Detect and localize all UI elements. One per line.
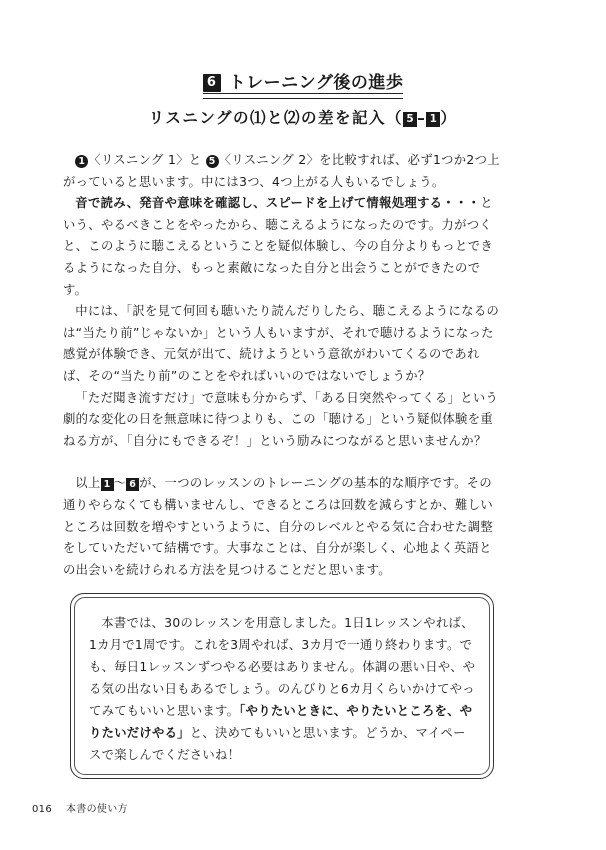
note-bold: 「やりたいときに、やりたいところを、やりたいだけやる」 (89, 704, 473, 740)
square-number-1: 1 (101, 478, 114, 491)
note-text (89, 612, 477, 766)
paragraph-5 (63, 473, 503, 581)
subtitle-close: ） (440, 109, 458, 127)
paragraph-5-text: が、一つのレッスンのトレーニングの基本的な順序です。その通りやらなくても構いませんし、できるところは回数を減らすとか、難しいところは回数を増やすというように、自分のレベルとやる気に合わせた調整をしていただいて結構です。大事なことは、自分が楽しく、心地よく英語との出会いを続けられる方法を見つけることだと思います。 (63, 476, 493, 577)
note-box (70, 593, 494, 779)
paragraph-2-bold: 音で読み、発音や意味を確認し、スピードを上げて情報処理する・・・ (75, 196, 481, 211)
page-footer (32, 800, 128, 815)
note-text-a: 本書では、30のレッスンを用意しました。1日1レッスンやれば、1カ月で1周です。これを3周やれば、3カ月で一通り終わります。でも、毎日1レッスンずつやる必要はありません。体調の悪い日や、やる気の出ない日もあるでしょう。のんびりと6カ月くらいかけてやってみてもいいと思います。 (89, 616, 476, 718)
page-number: 016 (32, 804, 52, 815)
section-subtitle (0, 106, 606, 128)
paragraph-3: 中には、「訳を見て何回も聴いたり読んだりしたら、聴こえるようになるのは“当たり前”じゃないか」という人もいますが、それで聴けるようになった感覚が体験でき、元気が出て、続けようという意欲がわいてくるのであれば、その“当たり前”のことをやればいいのではないでしょうか？ (63, 304, 500, 383)
subtitle-dash: – (417, 109, 427, 127)
paragraph-2 (63, 193, 503, 301)
ref-badge-substep: 1 (426, 112, 440, 127)
section-title: トレーニング後の進歩 (228, 73, 404, 93)
section-heading (0, 68, 606, 99)
paragraph-2-text: という、やるべきことをやったから、聴こえるようになったのです。力がつくと、このように聴こえるということを疑似体験し、今の自分よりもっとできるようになった自分、もっと素敵になった自分と出会うことができたのです。 (63, 196, 493, 297)
note-text-b: と、決めてもいいと思います。どうか、マイペースで楽しんでくださいね！ (89, 726, 466, 762)
paragraph-4: 「ただ聞き流すだけ」で意味も分からず、「ある日突然やってくる」という劇的な変化の日を無意味に待つよりも、この「聴ける」という疑似体験を重ねる方が、「自分にもできるぞ！」という励みにつながると思いませんか？ (63, 390, 499, 448)
section-heading-underline (203, 68, 404, 99)
paragraph-1-text-b: 〈リスニング 2〉を比較すれば、必ず1つか2つ上がっていると思います。中には3つ、4つ上がる人もいるでしょう。 (63, 153, 500, 189)
paragraph-5-pre: 以上 (75, 476, 101, 491)
section-number-badge: 6 (203, 74, 221, 92)
paragraph-1-text-a: 〈リスニング 1〉と (88, 153, 206, 167)
circled-number-5: 5 (206, 155, 219, 168)
paragraph-gap (63, 452, 503, 473)
body-text (63, 150, 503, 581)
subtitle-text: リスニングの⑴と⑵の差を記入（ (148, 109, 404, 127)
ref-badge-step: 5 (403, 112, 417, 127)
square-number-6: 6 (126, 478, 139, 491)
footer-label: 本書の使い方 (66, 804, 128, 815)
paragraph-5-tilde: ～ (113, 476, 127, 491)
paragraph-1 (63, 150, 503, 193)
circled-number-1: 1 (75, 155, 88, 168)
